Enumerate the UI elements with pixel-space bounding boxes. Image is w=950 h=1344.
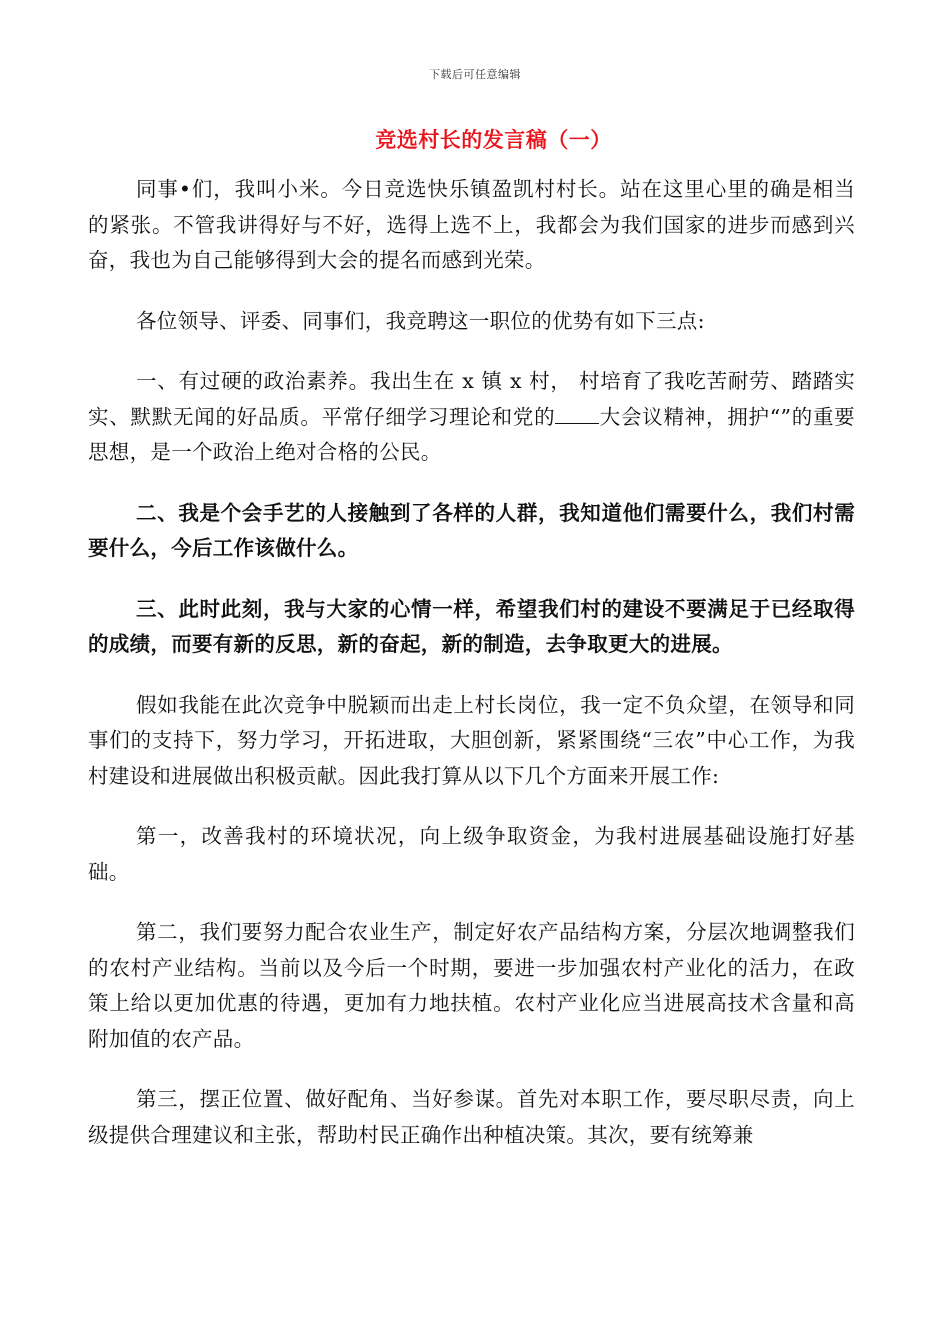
document-body bbox=[88, 172, 855, 1178]
paragraph-plan-first: 第一，改善我村的环境状况，向上级争取资金，为我村进展基础设施打好基础。 bbox=[88, 824, 855, 884]
paragraph-point-two: 二、我是个会手艺的人接触到了各样的人群，我知道他们需要什么，我们村需要什么，今后工作该做什么。 bbox=[88, 500, 855, 560]
paragraph-point-one bbox=[88, 364, 855, 471]
paragraph-commitment: 假如我能在此次竞争中脱颖而出走上村长岗位，我一定不负众望，在领导和同事们的支持下，努力学习，开拓进取，大胆创新，紧紧围绕“三农”中心工作，为我村建设和进展做出积极贡献。因此我打算从以下几个方面来开展工作: bbox=[88, 692, 855, 788]
paragraph-plan-third: 第三，摆正位置、做好配角、当好参谋。首先对本职工作，要尽职尽责，向上级提供合理建议和主张，帮助村民正确作出种植决策。其次，要有统筹兼 bbox=[88, 1087, 855, 1147]
fill-in-blank bbox=[555, 405, 599, 424]
paragraph-point-three: 三、此时此刻，我与大家的心情一样，希望我们村的建设不要满足于已经取得的成绩，而要有新的反思，新的奋起，新的制造，去争取更大的进展。 bbox=[88, 596, 855, 656]
paragraph-advantages-intro: 各位领导、评委、同事们，我竞聘这一职位的优势有如下三点: bbox=[136, 308, 705, 333]
paragraph-point-one-part-1: 一、有过硬的政治素养。我出生在 x 镇 x 村， 村培育了我吃苦耐劳、踏踏实实、默默无闻的好品质。平常仔细学习理论和党的 bbox=[88, 369, 855, 429]
paragraph-intro: 同事•们，我叫小米。今日竞选快乐镇盈凯村村长。站在这里心里的确是相当的紧张。不管我讲得好与不好，选得上选不上，我都会为我们国家的进步而感到兴奋，我也为自己能够得到大会的提名而感到光荣。 bbox=[88, 177, 855, 272]
document-title: 竞选村长的发言稿（一） bbox=[375, 127, 612, 152]
paragraph-plan-second: 第二，我们要努力配合农业生产，制定好农产品结构方案，分层次地调整我们的农村产业结构。当前以及今后一个时期，要进一步加强农村产业化的活力，在政策上给以更加优惠的待遇，更加有力地扶植。农村产业化应当进展高技术含量和高附加值的农产品。 bbox=[88, 920, 855, 1051]
header-note: 下载后可任意编辑 bbox=[429, 68, 521, 81]
paragraph-point-one-part-2: 大会议精神，拥护“”的重要思想，是一个政治上绝对合格的公民。 bbox=[88, 404, 855, 464]
